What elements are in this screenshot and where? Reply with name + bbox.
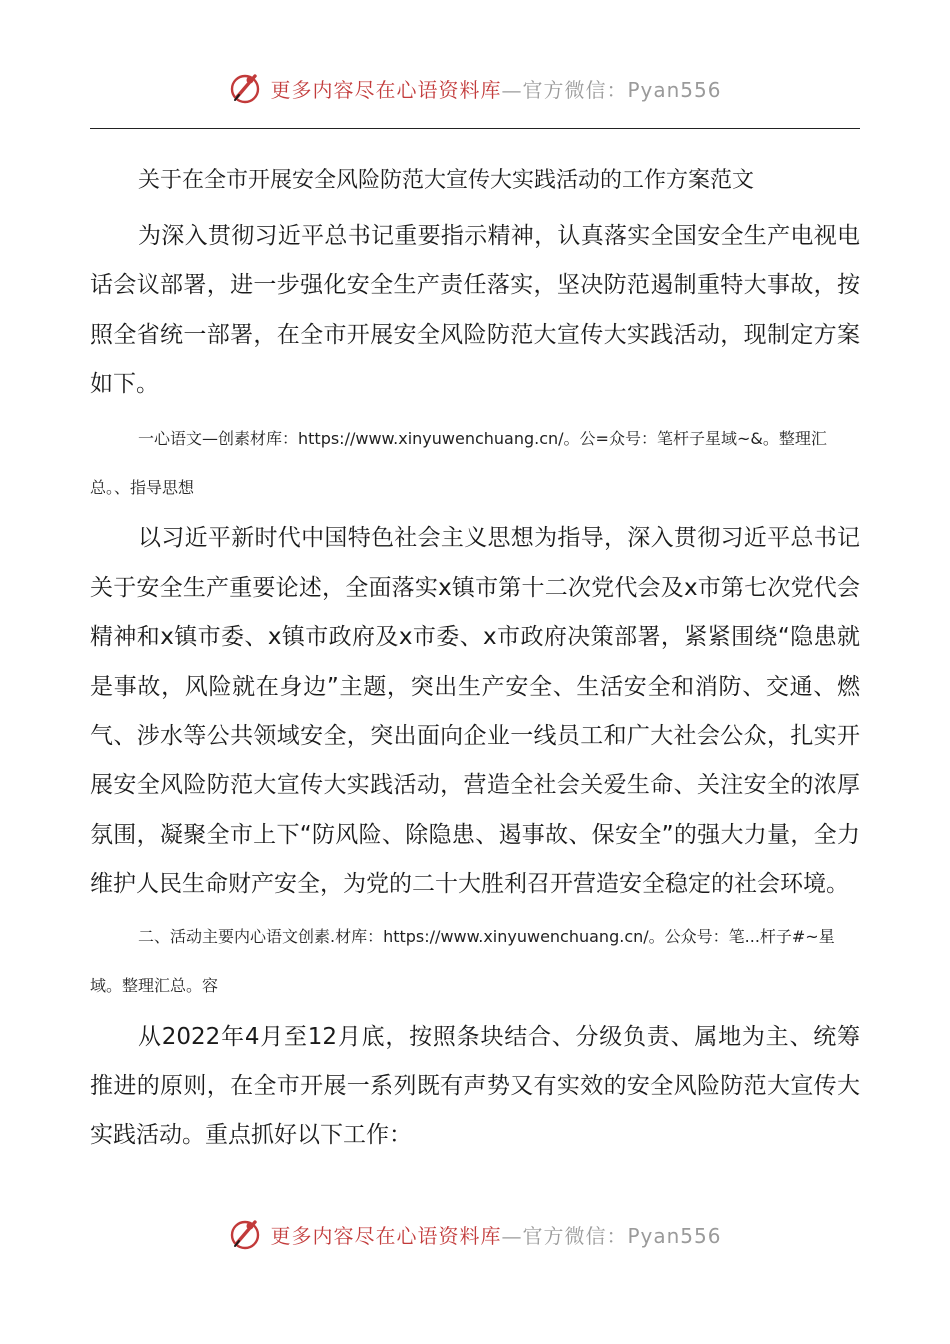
banner-wechat-text: 官方微信：Pyan556 (522, 77, 722, 102)
watermark-note-2: 二、活动主要内心语文创素.材库：https://www.xinyuwenchuang.cn/。公众号：笔...杆子#~星域。整理汇总。容 (90, 926, 835, 996)
header-divider (90, 128, 860, 129)
footer-banner (0, 1216, 950, 1252)
banner-text (270, 74, 721, 103)
banner-main-text: 更多内容尽在心语资料库 (270, 1223, 502, 1248)
banner-separator: — (501, 77, 523, 102)
document-body (90, 158, 860, 1161)
document-title: 关于在全市开展安全风险防范大宣传大实践活动的工作方案范文 (138, 168, 755, 193)
paragraph-guiding-thought: 以习近平新时代中国特色社会主义思想为指导，深入贯彻习近平总书记关于安全生产重要论述，全面落实x镇市第十二次党代会及x市第七次党代会精神和x镇市委、x镇市政府及x市委、x市政府决策部署，紧紧围绕“隐患就是事故，风险就在身边”主题，突出生产安全、生活安全和消防、交通、燃气、涉水等公共领域安全，突出面向企业一线员工和广大社会公众，扎实开展安全风险防范大宣传大实践活动，营造全社会关爱生命、关注安全的浓厚氛围，凝聚全市上下“防风险、除隐患、遏事故、保安全”的强大力量，全力维护人民生命财产安全，为党的二十大胜利召开营造安全稳定的社会环境。 (90, 525, 860, 898)
pen-logo-icon (228, 1216, 264, 1252)
paragraph-intro: 为深入贯彻习近平总书记重要指示精神，认真落实全国安全生产电视电话会议部署，进一步强化安全生产责任落实，坚决防范遏制重特大事故，按照全省统一部署，在全市开展安全风险防范大宣传大实践活动，现制定方案如下。 (90, 223, 860, 398)
banner-main-text: 更多内容尽在心语资料库 (270, 77, 502, 102)
banner-separator: — (501, 1223, 523, 1248)
watermark-note-1: 一心语文—创素材库：https://www.xinyuwenchuang.cn/。公=众号：笔杆子星域~&。整理汇总。、指导思想 (90, 428, 827, 498)
banner-text (270, 1220, 721, 1249)
banner-wechat-text: 官方微信：Pyan556 (522, 1223, 722, 1248)
header-banner (0, 70, 950, 106)
pen-logo-icon (228, 70, 264, 106)
paragraph-activity-content: 从2022年4月至12月底，按照条块结合、分级负责、属地为主、统筹推进的原则，在全市开展一系列既有声势又有实效的安全风险防范大宣传大实践活动。重点抓好以下工作： (90, 1023, 860, 1149)
